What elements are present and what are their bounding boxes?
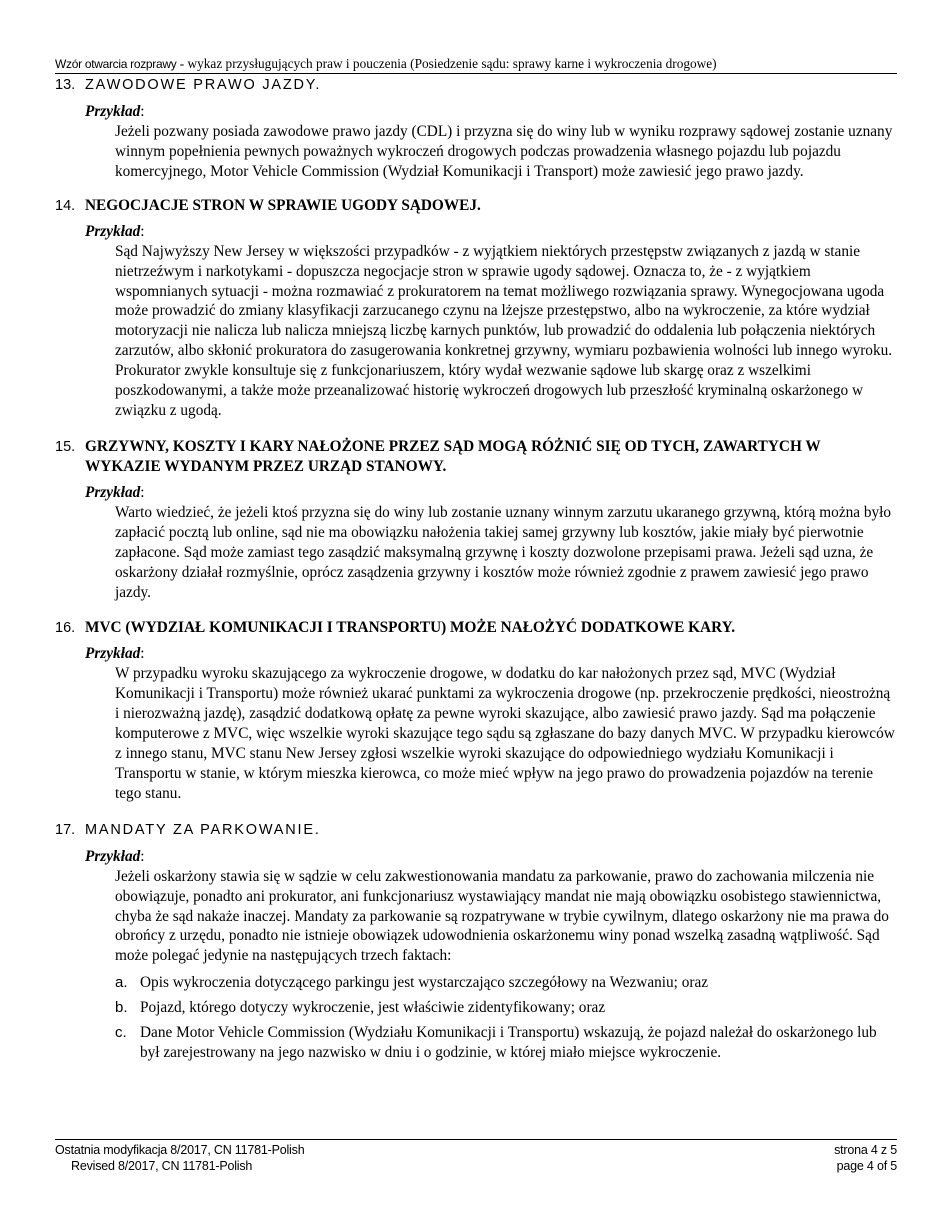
- section-17: [55, 820, 897, 1063]
- section-number: 17.: [55, 821, 76, 838]
- page-header: [55, 55, 897, 74]
- section-title: MVC (WYDZIAŁ KOMUNIKACJI I TRANSPORTU) MOŻE NAŁOŻYĆ DODATKOWE KARY.: [85, 619, 736, 637]
- list-item: [115, 1023, 897, 1063]
- list-item-text: Dane Motor Vehicle Commission (Wydziału Komunikacji i Transportu) wskazują, że pojazd należał do oskarżonego lub był zarejestrowany na jego nazwisko w dniu i o godzinie, w której miało miejsce wykroczenie.: [140, 1024, 877, 1061]
- section-title: NEGOCJACJE STRON W SPRAWIE UGODY SĄDOWEJ.: [85, 196, 481, 214]
- list-item: [115, 998, 897, 1018]
- example-label: Przykład:: [85, 222, 145, 240]
- page-footer: [55, 1139, 897, 1173]
- section-number: 16.: [55, 620, 76, 637]
- list-item-text: Opis wykroczenia dotyczącego parkingu jest wystarczająco szczegółowy na Wezwaniu; oraz: [140, 974, 709, 992]
- section-13: [55, 75, 897, 182]
- section-text: Warto wiedzieć, że jeżeli ktoś przyzna się do winy lub zostanie uznany winnym zarzutu ukaranego grzywną, którą można było zapłacić pocztą lub online, sąd nie ma obowiązku nałożenia takiej samej grzywny lub kosztów, jakie miały być pierwotnie zapłacone. Sąd może zamiast tego zasądzić maksymalną grzywnę i koszty dozwolone przepisami prawa. Jeżeli sąd uzna, że oskarżony działał rozmyślnie, oprócz zasądzenia grzywny i kosztów może również zgodnie z prawem zawiesić jego prawo jazdy.: [115, 503, 892, 601]
- footer-revision: [55, 1142, 304, 1174]
- section-title: ZAWODOWE PRAWO JAZDY.: [85, 77, 322, 93]
- list-item: [115, 973, 897, 993]
- header-title: Wzór otwarcia rozprawy: [55, 57, 177, 71]
- footer-revision-english: Revised 8/2017, CN 11781-Polish: [71, 1159, 253, 1173]
- list-item-letter: b.: [115, 999, 128, 1017]
- section-text: W przypadku wyroku skazującego za wykroczenie drogowe, w dodatku do kar nałożonych przez sąd, MVC (Wydział Komunikacji i Transportu) może również ukarać punktami za wykroczenia drogowe (np. przekroczenie prędkości, nieostrożną i nierozważną jazdę), zasądzić dodatkową opłatę za pewne wyroki skazujące, albo zawiesić prawo jazdy. Sąd ma połączenie komputerowe z MVC, więc wszelkie wyroki skazujące tego sądu są zgłaszane do bazy danych MVC. W przypadku kierowców z innego stanu, MVC stanu New Jersey zgłosi wszelkie wyroki skazujące do odpowiedniego wydziału Komunikacji i Transportu w stanie, w którym mieszka kierowca, co może mieć wpływ na jego prawo do prowadzenia pojazdów na terenie tego stanu.: [115, 665, 895, 802]
- section-text: Jeżeli oskarżony stawia się w sądzie w celu zakwestionowania mandatu za parkowanie, prawo do zachowania milczenia nie obowiązuje, ponadto ani prokurator, ani funkcjonariusz wystawiający mandat nie mają obowiązku osobistego stawiennictwa, chyba że sąd nakaże inaczej. Mandaty za parkowanie są rozpatrywane w trybie cywilnym, dlatego oskarżony nie ma prawa do obrońcy z urzędu, ponadto nie istnieje obowiązek udowodnienia oskarżonemu winy ponad wszelką zasadną wątpliwość. Sąd może polegać jedynie na następujących trzech faktach:: [115, 867, 889, 965]
- page-content: [55, 73, 897, 1133]
- example-label: Przykład:: [85, 103, 145, 120]
- list-item-text: Pojazd, którego dotyczy wykroczenie, jest właściwie zidentyfikowany; oraz: [140, 999, 606, 1017]
- section-16: [55, 618, 897, 803]
- page-number-english: page 4 of 5: [836, 1159, 897, 1173]
- section-text: Jeżeli pozwany posiada zawodowe prawo jazdy (CDL) i przyzna się do winy lub w wyniku rozprawy sądowej zostanie uznany winnym popełnienia pewnych poważnych wykroczeń drogowych podczas prowadzenia własnego pojazdu lub pojazdu komercyjnego, Motor Vehicle Commission (Wydział Komunikacji i Transport) może zawiesić jego prawo jazdy.: [115, 123, 893, 180]
- example-label: Przykład:: [85, 847, 145, 865]
- section-title: MANDATY ZA PARKOWANIE.: [85, 821, 321, 838]
- section-14: [55, 196, 897, 421]
- example-label: Przykład:: [85, 483, 145, 501]
- list-item-letter: a.: [115, 974, 128, 992]
- header-subtitle: - wykaz przysługujących praw i pouczenia (Posiedzenie sądu: sprawy karne i wykroczenia drogowe): [176, 56, 717, 71]
- page-number-polish: strona 4 z 5: [834, 1143, 897, 1157]
- section-number: 14.: [55, 197, 76, 214]
- list-item-letter: c.: [115, 1024, 127, 1042]
- section-number: 15.: [55, 438, 76, 455]
- fact-list: [115, 973, 897, 1063]
- footer-page-number: [834, 1142, 897, 1174]
- section-text: Sąd Najwyższy New Jersey w większości przypadków - z wyjątkiem niektórych przestępstw związanych z jazdą w stanie nietrzeźwym i narkotykami - dopuszcza negocjacje stron w sprawie ugody sądowej. Oznacza to, że - z wyjątkiem wspomnianych sytuacji - można rozmawiać z prokuratorem na temat możliwego rozwiązania sprawy. Wynegocjowana ugoda może prowadzić do zmiany klasyfikacji zarzucanego czynu na lżejsze przestępstwo, albo na wykroczenie, za które wydział motoryzacji nie nalicza lub nalicza mniejszą liczbę karnych punktów, lub prowadzić do oddalenia lub połączenia niektórych zarzutów, albo skłonić prokuratora do zasugerowania konkretnej grzywny, wymiaru pozbawienia wolności lub innego wyroku. Prokurator zwykle konsultuje się z funkcjonariuszem, który wydał wezwanie sądowe lub skargę oraz z wszelkimi poszkodowanymi, a także może przeanalizować historię wykroczeń drogowych lub przeszłość kryminalną oskarżonego w związku z ugodą.: [115, 242, 893, 419]
- section-15: [55, 437, 897, 603]
- example-label: Przykład:: [85, 645, 145, 663]
- section-number: 13.: [55, 77, 76, 93]
- footer-revision-polish: Ostatnia modyfikacja 8/2017, CN 11781-Polish: [55, 1143, 305, 1157]
- document-page: [55, 0, 897, 1230]
- section-title: GRZYWNY, KOSZTY I KARY NAŁOŻONE PRZEZ SĄD MOGĄ RÓŻNIĆ SIĘ OD TYCH, ZAWARTYCH W WYKAZIE WYDANYM PRZEZ URZĄD STANOWY.: [85, 437, 821, 475]
